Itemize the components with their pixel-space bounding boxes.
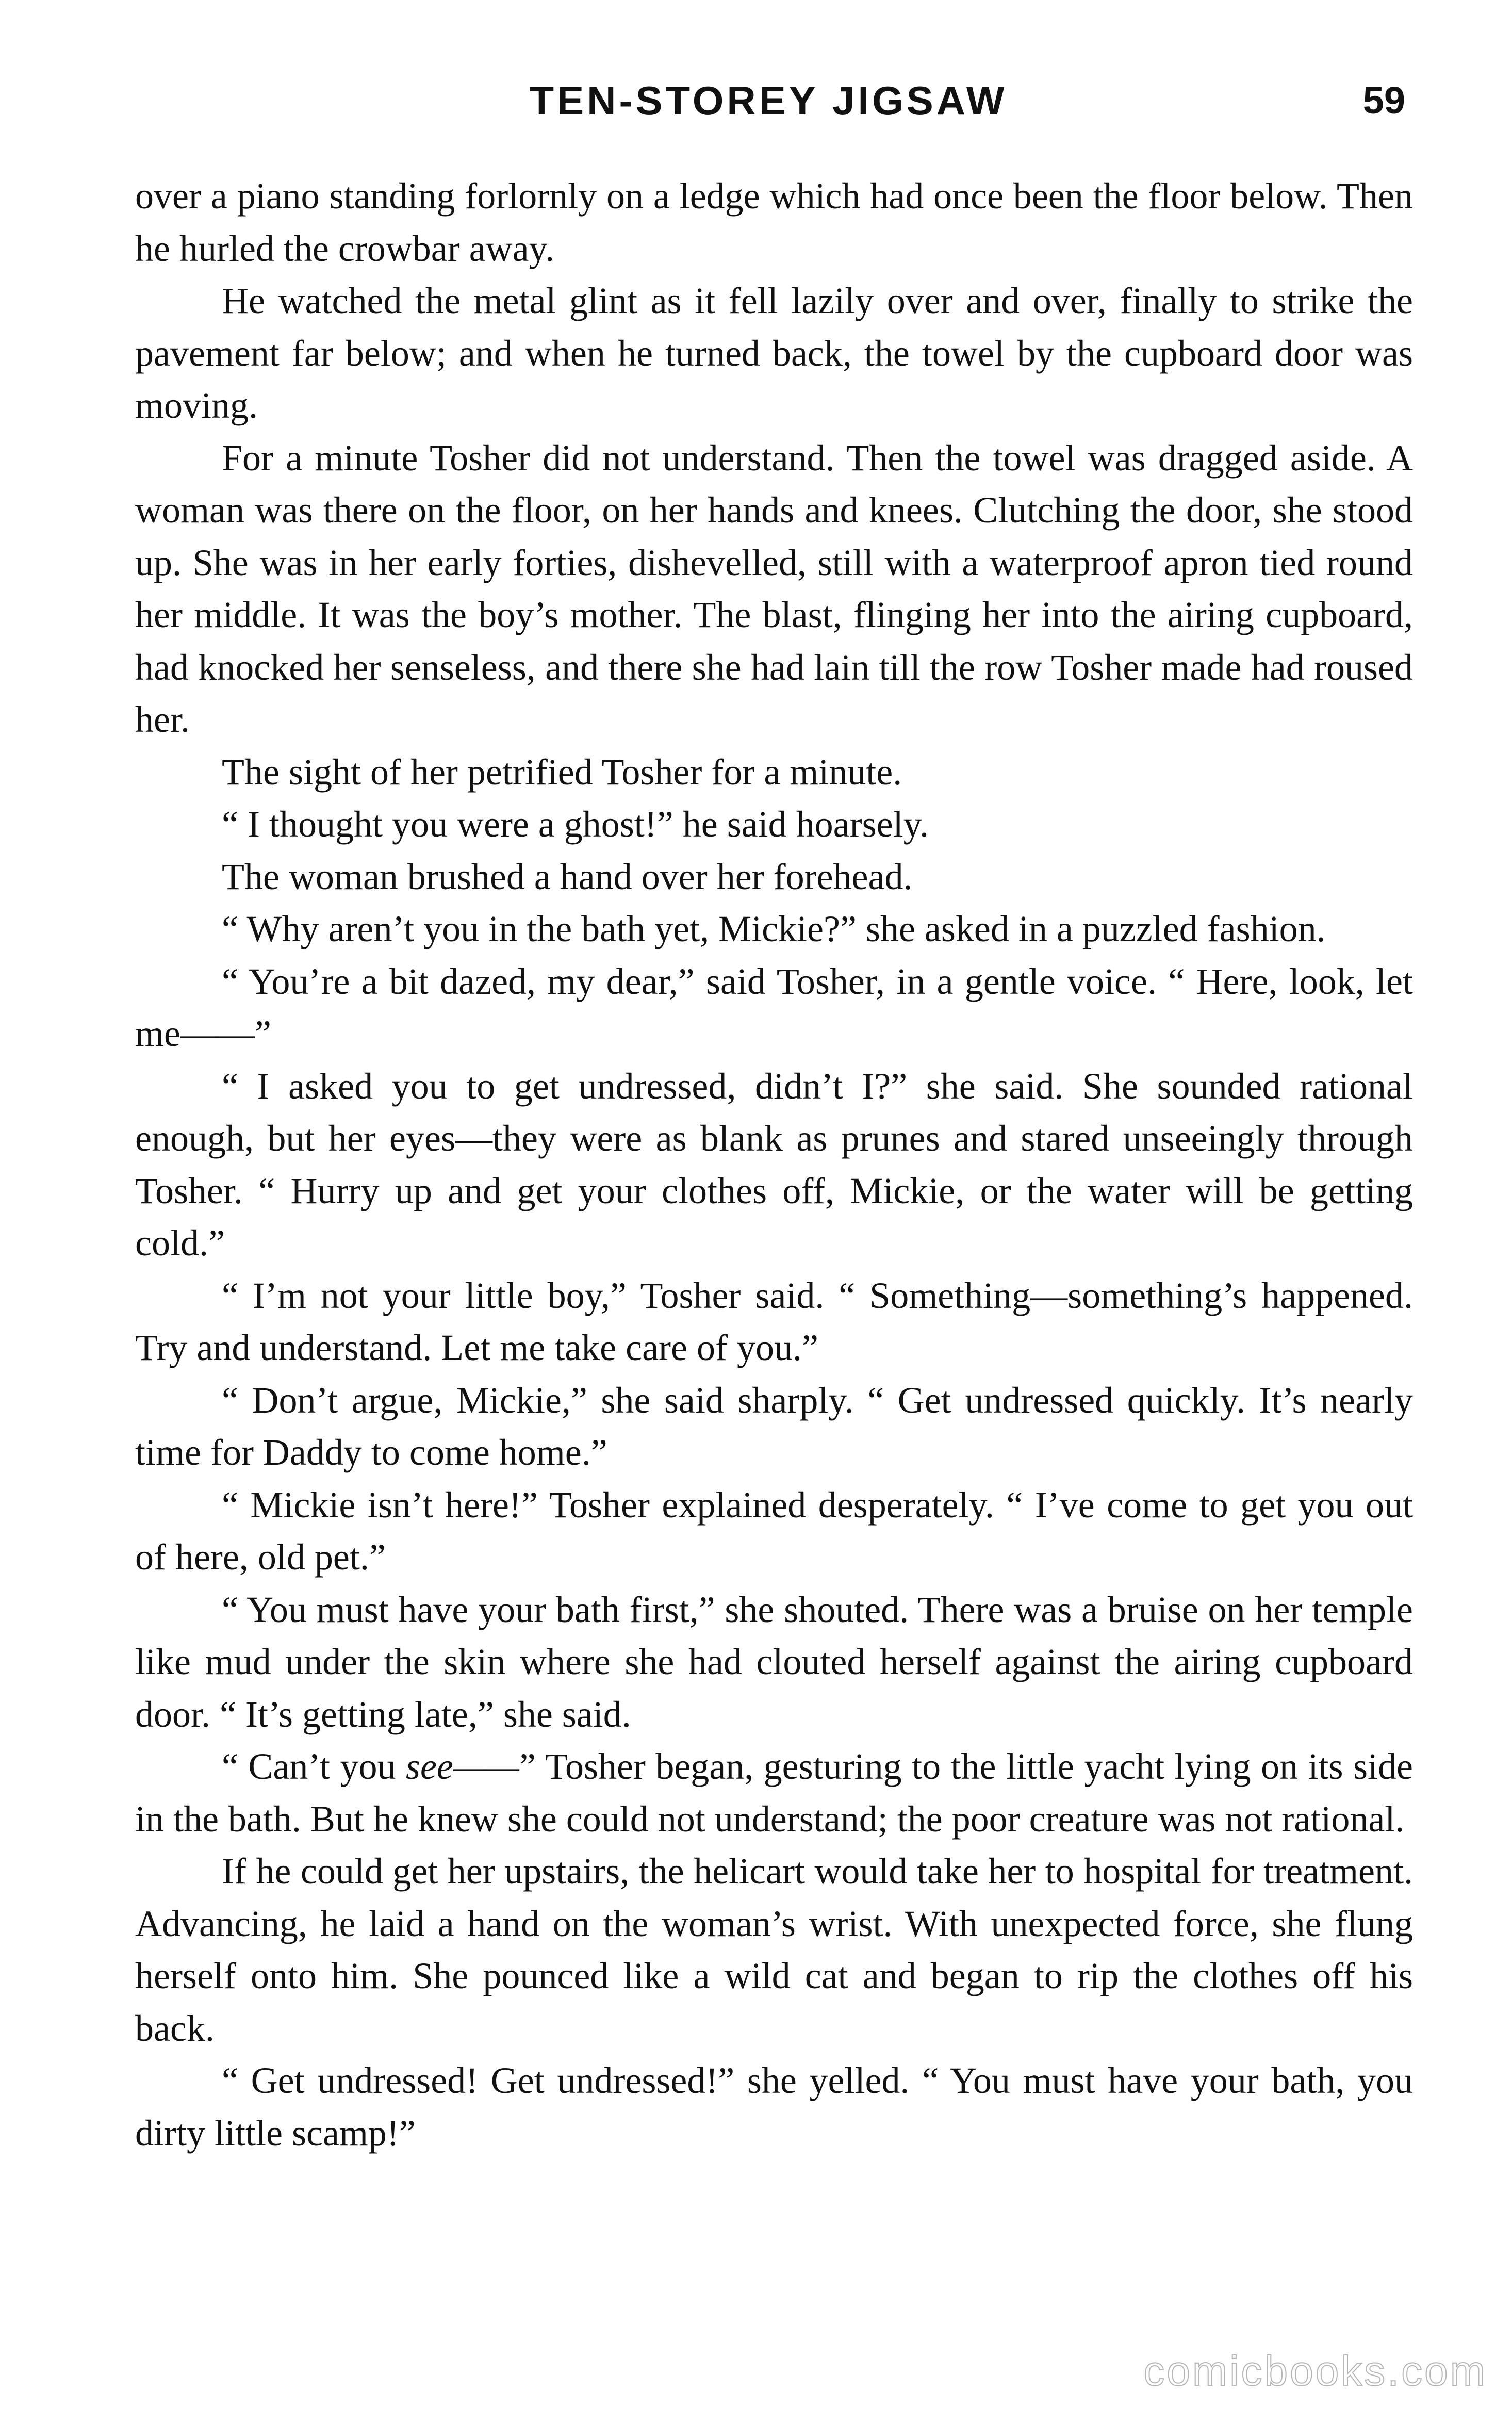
paragraph: over a piano standing forlornly on a ledge which had once been the floor below. Then he hurled the crowbar away.	[135, 175, 1413, 269]
paragraph: “ Why aren’t you in the bath yet, Mickie?” she asked in a puzzled fashion.	[222, 908, 1326, 949]
text-body	[135, 170, 1413, 2159]
paragraph-segment: “ Can’t you	[222, 1746, 406, 1787]
paragraph: “ I asked you to get undressed, didn’t I?” she said. She sounded rational enough, but her eyes—they were as blank as prunes and stared unseeingly through Tosher. “ Hurry up and get your clothes off, Mickie, or the water will be getting cold.”	[135, 1065, 1413, 1264]
running-head	[132, 72, 1405, 129]
paragraph: “ Don’t argue, Mickie,” she said sharply. “ Get undressed quickly. It’s nearly time for Daddy to come home.”	[135, 1379, 1413, 1473]
paragraph: The woman brushed a hand over her forehead.	[222, 856, 913, 897]
paragraph: He watched the metal glint as it fell lazily over and over, finally to strike the pavement far below; and when he turned back, the towel by the cupboard door was moving.	[135, 280, 1413, 426]
paragraph: “ You must have your bath first,” she shouted. There was a bruise on her temple like mud under the skin where she had clouted herself against the airing cupboard door. “ It’s getting late,” she said.	[135, 1588, 1413, 1735]
paragraph-segment: ” Tosher began, gesturing to the little yacht lying on its side in the bath. But he knew she could not understand; the poor creature was not rational.	[135, 1746, 1413, 1840]
running-title: TEN-STOREY JIGSAW	[529, 78, 1008, 123]
paragraph	[135, 1741, 1413, 1845]
paragraph: “ You’re a bit dazed, my dear,” said Tosher, in a gentle voice. “ Here, look, let me——”	[135, 960, 1413, 1054]
paragraph: For a minute Tosher did not understand. Then the towel was dragged aside. A woman was there on the floor, on her hands and knees. Clutching the door, she stood up. She was in her early forties, dishevelled, still with a waterproof apron tied round her middle. It was the boy’s mother. The blast, flinging her into the airing cupboard, had knocked her senseless, and there she had lain till the row Tosher made had roused her.	[135, 437, 1413, 740]
paragraph: If he could get her upstairs, the helicart would take her to hospital for treatment. Advancing, he laid a hand on the woman’s wrist. With unexpected force, she flung herself onto him. She pounced like a wild cat and began to rip the clothes off his back.	[135, 1850, 1413, 2049]
italic-emphasis: see——	[405, 1746, 519, 1787]
watermark: comicbooks.com	[1143, 2348, 1487, 2395]
paragraph: “ Get undressed! Get undressed!” she yelled. “ You must have your bath, you dirty little scamp!”	[135, 2060, 1413, 2154]
paragraph: The sight of her petrified Tosher for a minute.	[222, 751, 902, 793]
paragraph: “ Mickie isn’t here!” Tosher explained desperately. “ I’ve come to get you out of here, old pet.”	[135, 1484, 1413, 1578]
page-number: 59	[1362, 79, 1405, 122]
paragraph: “ I thought you were a ghost!” he said hoarsely.	[222, 804, 929, 845]
paragraph: “ I’m not your little boy,” Tosher said. “ Something—something’s happened. Try and understand. Let me take care of you.”	[135, 1274, 1413, 1368]
